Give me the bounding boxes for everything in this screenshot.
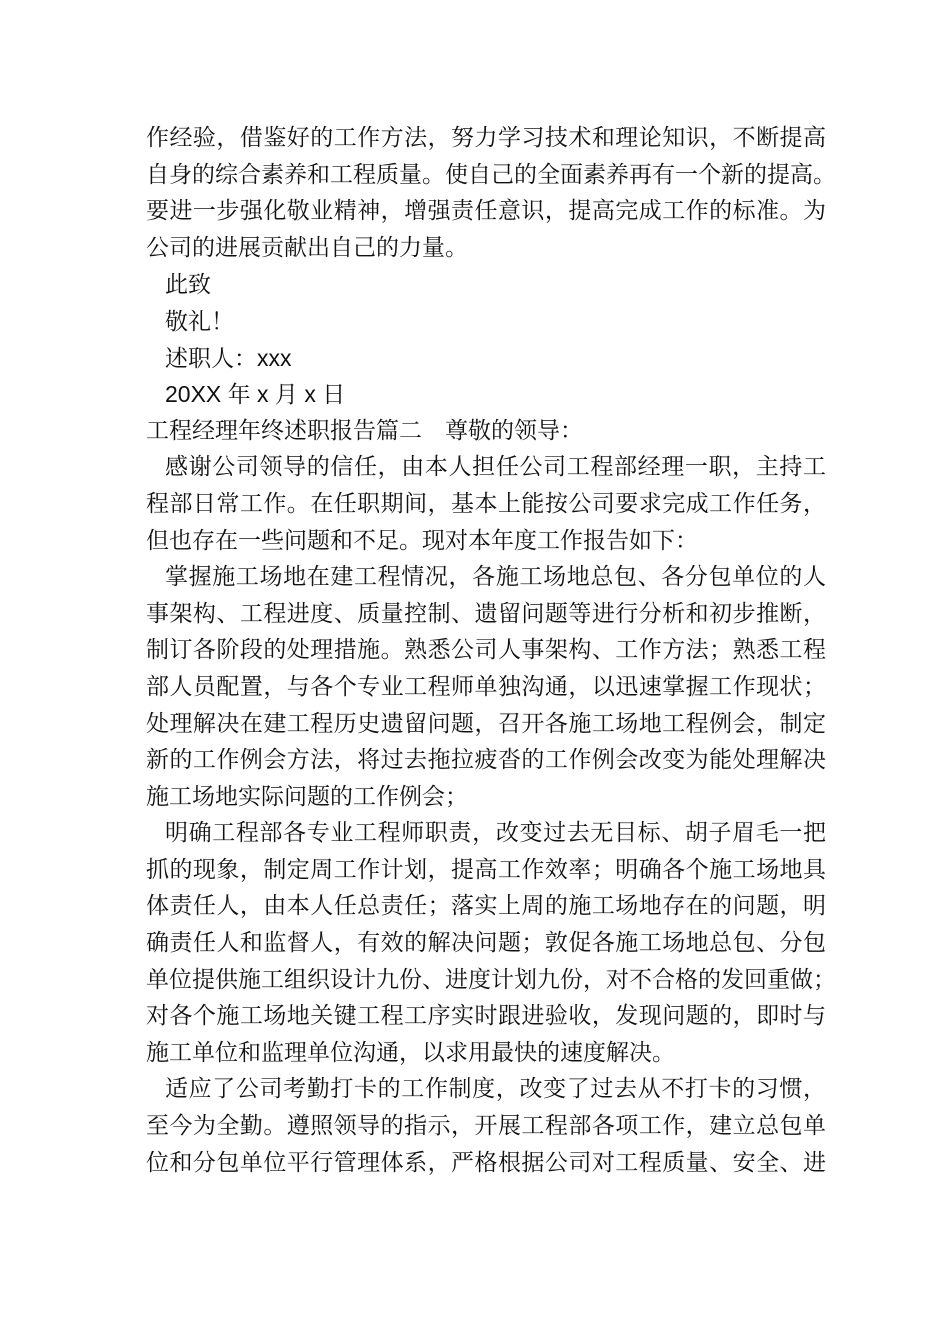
paragraph-line: 适应了公司考勤打卡的工作制度，改变了过去从不打卡的习惯， xyxy=(165,1076,826,1103)
paragraph-line: 程部日常工作。在任职期间，基本上能按公司要求完成工作任务， xyxy=(146,490,826,517)
paragraph-line: 体责任人，由本人任总责任；落实上周的施工场地存在的问题，明 xyxy=(146,893,826,920)
document-body xyxy=(146,120,836,1181)
paragraph-line: 要进一步强化敬业精神，增强责任意识，提高完成工作的标准。为 xyxy=(146,198,826,225)
paragraph-line: 抓的现象，制定周工作计划，提高工作效率；明确各个施工场地具 xyxy=(146,856,826,883)
paragraph-line: 部人员配置，与各个专业工程师单独沟通，以迅速掌握工作现状； xyxy=(146,673,826,700)
paragraph-line: 作经验，借鉴好的工作方法，努力学习技术和理论知识，不断提高 xyxy=(146,125,826,151)
paragraph-line: 感谢公司领导的信任，由本人担任公司工程部经理一职，主持工 xyxy=(165,454,826,481)
paragraph-line: 明确工程部各专业工程师职责，改变过去无目标、胡子眉毛一把 xyxy=(165,820,826,847)
closing-regards: 敬礼！ xyxy=(165,307,234,334)
paragraph-line: 施工单位和监理单位沟通，以求用最快的速度解决。 xyxy=(146,1039,675,1066)
section-heading: 工程经理年终述职报告篇二 尊敬的领导： xyxy=(146,417,583,444)
closing-salutation: 此致 xyxy=(165,271,211,298)
paragraph-line: 掌握施工场地在建工程情况，各施工场地总包、各分包单位的人 xyxy=(165,564,826,591)
paragraph-line: 处理解决在建工程历史遗留问题，召开各施工场地工程例会，制定 xyxy=(146,710,826,737)
paragraph-line: 确责任人和监督人，有效的解决问题；敦促各施工场地总包、分包 xyxy=(146,930,826,957)
signature-name: 述职人：xxx xyxy=(165,344,292,371)
paragraph-line: 公司的进展贡献出自己的力量。 xyxy=(146,234,468,261)
paragraph-line: 制订各阶段的处理措施。熟悉公司人事架构、工作方法；熟悉工程 xyxy=(146,637,826,664)
paragraph-line: 对各个施工场地关键工程工序实时跟进验收，发现问题的，即时与 xyxy=(146,1003,826,1030)
paragraph-line: 至今为全勤。遵照领导的指示，开展工程部各项工作，建立总包单 xyxy=(146,1113,826,1140)
paragraph-line: 新的工作例会方法，将过去拖拉疲沓的工作例会改变为能处理解决 xyxy=(146,747,826,774)
paragraph-line: 单位提供施工组织设计九份、进度计划九份，对不合格的发回重做； xyxy=(146,966,836,993)
paragraph-line: 但也存在一些问题和不足。现对本年度工作报告如下： xyxy=(146,527,698,554)
paragraph-line: 自身的综合素养和工程质量。使自己的全面素养再有一个新的提高。 xyxy=(146,161,836,188)
paragraph-line: 事架构、工程进度、质量控制、遗留问题等进行分析和初步推断， xyxy=(146,600,826,627)
paragraph-line: 位和分包单位平行管理体系，严格根据公司对工程质量、安全、进 xyxy=(146,1149,826,1176)
signature-date: 20XX 年 x 月 x 日 xyxy=(165,381,346,408)
paragraph-line: 施工场地实际问题的工作例会； xyxy=(146,783,468,810)
